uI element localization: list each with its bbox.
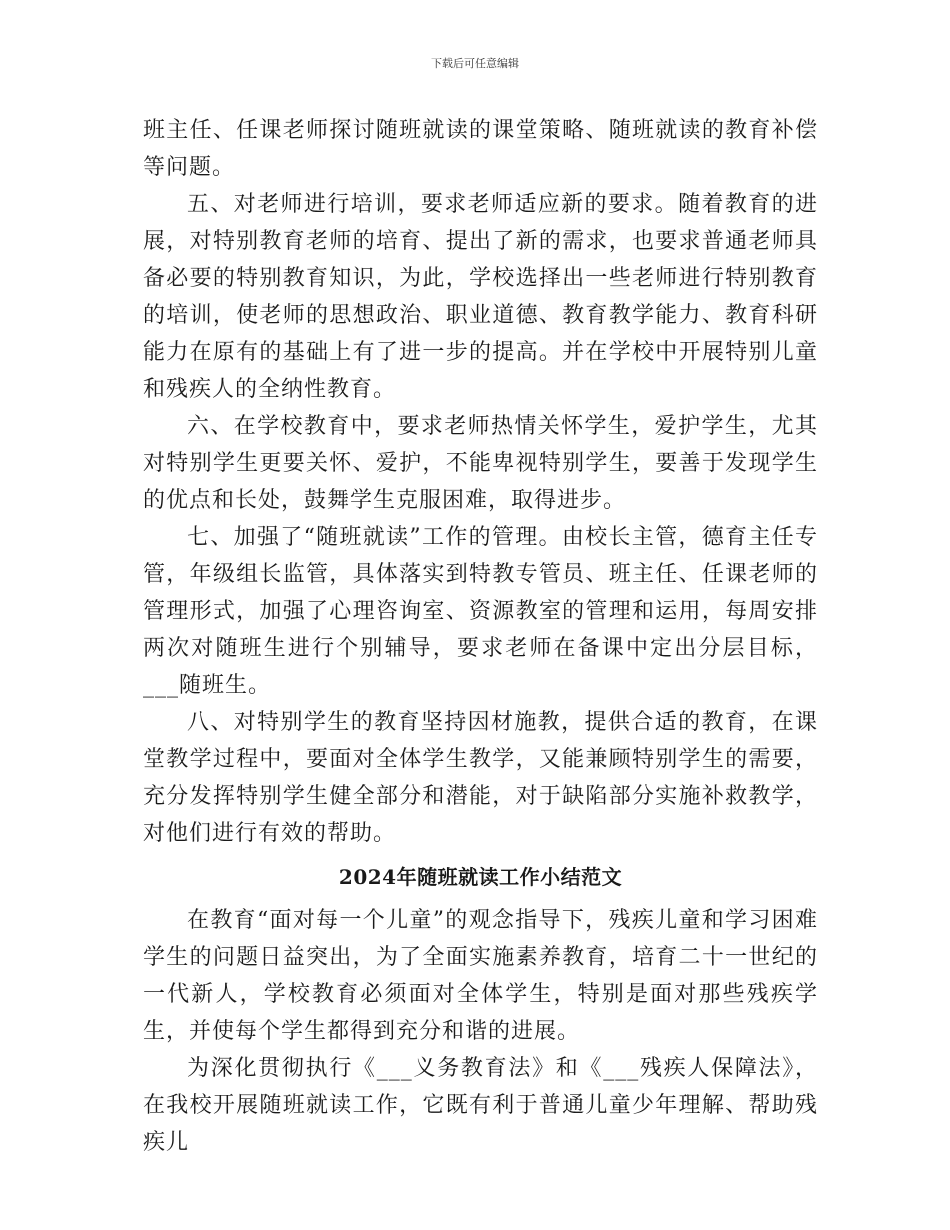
paragraph-item-6: 六、在学校教育中，要求老师热情关怀学生，爱护学生，尤其对特别学生更要关怀、爱护，不能卑视特别学生，要善于发现学生的优点和长处，鼓舞学生克服困难，取得进步。 bbox=[143, 414, 818, 513]
paragraph-item-5: 五、对老师进行培训，要求老师适应新的要求。随着教育的进展，对特别教育老师的培育、提出了新的需求，也要求普通老师具备必要的特别教育知识，为此，学校选择出一些老师进行特别教育的培训，使老师的思想政治、职业道德、教育教学能力、教育科研能力在原有的基础上有了进一步的提高。并在学校中开展特别儿童和残疾人的全纳性教育。 bbox=[143, 192, 818, 402]
paragraph-item-8: 八、对特别学生的教育坚持因材施教，提供合适的教育，在课堂教学过程中，要面对全体学生教学，又能兼顾特别学生的需要，充分发挥特别学生健全部分和潜能，对于缺陷部分实施补救教学，对他们进行有效的帮助。 bbox=[143, 710, 818, 846]
paragraph-intro: 在教育“面对每一个儿童”的观念指导下，残疾儿童和学习困难学生的问题日益突出，为了全面实施素养教育，培育二十一世纪的一代新人，学校教育必须面对全体学生，特别是面对那些残疾学生，并使每个学生都得到充分和谐的进展。 bbox=[143, 908, 818, 1044]
paragraph-item-7: 七、加强了“随班就读”工作的管理。由校长主管，德育主任专管，年级组长监管，具体落实到特教专管员、班主任、任课老师的管理形式，加强了心理咨询室、资源教室的管理和运用，每周安排两次对随班生进行个别辅导，要求老师在备课中定出分层目标，___随班生。 bbox=[143, 525, 818, 698]
page-header: 下载后可任意编辑 bbox=[431, 57, 519, 70]
document-body bbox=[143, 112, 818, 1161]
section-title: 2024年随班就读工作小结范文 bbox=[338, 865, 623, 889]
paragraph-laws: 为深化贯彻执行《___义务教育法》和《___残疾人保障法》，在我校开展随班就读工作，它既有利于普通儿童少年理解、帮助残疾儿 bbox=[143, 1056, 818, 1155]
paragraph-continuation: 班主任、任课老师探讨随班就读的课堂策略、随班就读的教育补偿等问题。 bbox=[143, 118, 818, 180]
